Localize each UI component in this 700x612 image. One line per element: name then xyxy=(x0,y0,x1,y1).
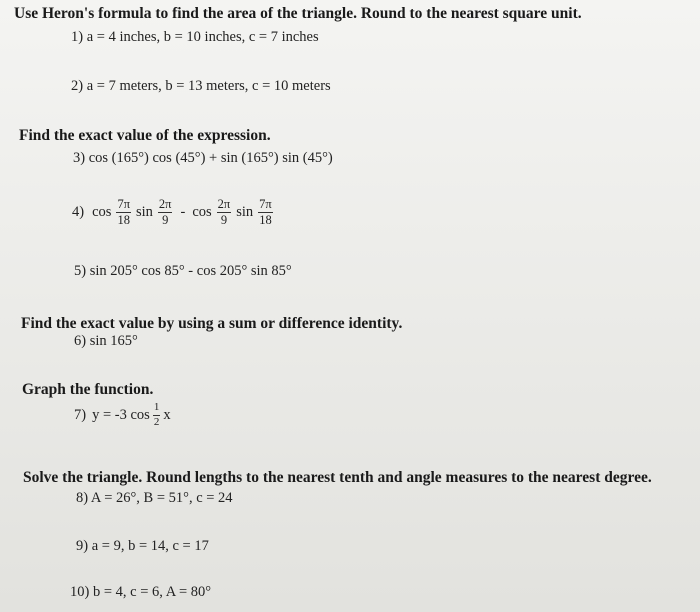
problem-2: 2) a = 7 meters, b = 13 meters, c = 10 meters xyxy=(71,78,331,94)
problem-4-minus: - xyxy=(180,204,186,221)
problem-4-sin-2: sin xyxy=(236,204,254,221)
heading-sum-difference-identity: Find the exact value by using a sum or difference identity. xyxy=(21,315,403,332)
problem-4-cos-2: cos xyxy=(192,204,212,221)
fraction-numerator: 2π xyxy=(217,198,232,213)
problem-7-number: 7) xyxy=(74,406,87,423)
problem-6: 6) sin 165° xyxy=(74,333,138,349)
problem-10: 10) b = 4, c = 6, A = 80° xyxy=(70,584,212,600)
problem-4-number: 4) xyxy=(72,204,85,221)
fraction-numerator: 7π xyxy=(116,198,131,213)
problem-5: 5) sin 205° cos 85° - cos 205° sin 85° xyxy=(74,263,292,279)
heading-exact-value-expression: Find the exact value of the expression. xyxy=(19,127,271,144)
fraction-denominator: 2 xyxy=(153,415,160,428)
fraction-numerator: 7π xyxy=(258,198,273,213)
problem-3: 3) cos (165°) cos (45°) + sin (165°) sin (45°) xyxy=(73,150,333,166)
problem-4-sin-1: sin xyxy=(136,204,153,221)
fraction-denominator: 9 xyxy=(220,213,228,228)
heading-herons-formula: Use Heron's formula to find the area of the triangle. Round to the nearest square unit. xyxy=(14,5,582,22)
problem-7 xyxy=(74,402,171,428)
problem-4 xyxy=(72,198,276,227)
problem-4-fraction-1 xyxy=(116,198,131,227)
problem-7-fraction xyxy=(153,402,161,428)
fraction-numerator: 2π xyxy=(158,198,173,213)
problem-4-cos-1: cos xyxy=(92,204,112,221)
fraction-denominator: 18 xyxy=(259,213,272,228)
problem-7-lhs: y = -3 cos xyxy=(92,406,150,423)
problem-4-fraction-4 xyxy=(258,198,273,227)
problem-8: 8) A = 26°, B = 51°, c = 24 xyxy=(76,490,233,506)
heading-graph-function: Graph the function. xyxy=(22,381,154,398)
fraction-denominator: 9 xyxy=(162,213,169,228)
problem-7-variable: x xyxy=(163,406,171,423)
fraction-denominator: 18 xyxy=(117,213,130,228)
heading-solve-triangle: Solve the triangle. Round lengths to the nearest tenth and angle measures to the nearest degree. xyxy=(23,469,652,486)
problem-4-fraction-3 xyxy=(217,198,232,227)
problem-4-fraction-2 xyxy=(158,198,173,227)
fraction-numerator: 1 xyxy=(153,402,161,416)
problem-9: 9) a = 9, b = 14, c = 17 xyxy=(76,538,209,554)
problem-1: 1) a = 4 inches, b = 10 inches, c = 7 inches xyxy=(71,29,319,45)
